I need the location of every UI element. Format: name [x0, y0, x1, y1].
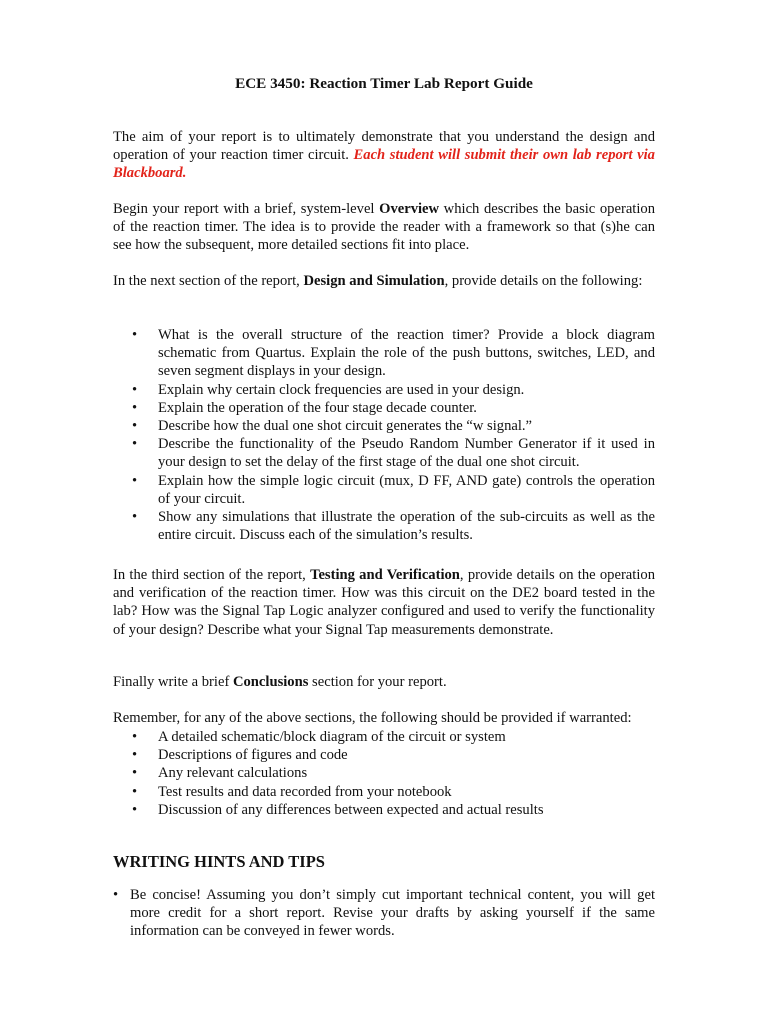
document-title: ECE 3450: Reaction Timer Lab Report Guide: [235, 75, 533, 92]
submission-notice: Each student will submit their own lab report via Blackboard.: [113, 147, 655, 182]
design-paragraph: [113, 272, 655, 290]
conclusions-keyword: Conclusions: [232, 674, 309, 690]
design-keyword: Design and Simulation: [303, 273, 445, 289]
list-item-text: Descriptions of figures and code: [158, 747, 348, 764]
bullet-icon: •: [132, 765, 138, 782]
list-item-text: Describe how the dual one shot circuit generates the “w signal.”: [158, 418, 533, 435]
bullet-icon: •: [132, 399, 138, 416]
list-item: [113, 764, 655, 782]
list-item-text: Test results and data recorded from your notebook: [158, 783, 452, 800]
list-item: [113, 399, 655, 417]
testing-keyword: Testing and Verification: [310, 567, 460, 583]
overview-keyword: Overview: [379, 201, 440, 217]
conclusions-text-before: Finally write a brief: [113, 674, 233, 690]
overview-text-before: Begin your report with a brief, system-level: [113, 201, 380, 217]
overview-paragraph: [113, 200, 655, 255]
bullet-icon: •: [132, 509, 138, 526]
list-item-text: Show any simulations that illustrate the operation of the sub-circuits as well as the entire circuit. Discuss each of the simulation’s results.: [158, 509, 655, 544]
bullet-icon: •: [132, 783, 138, 800]
testing-paragraph: [113, 566, 655, 639]
conclusions-text-after: section for your report.: [308, 674, 447, 690]
list-item: [113, 417, 655, 435]
design-text-after: , provide details on the following:: [444, 273, 643, 289]
bullet-icon: •: [113, 887, 119, 903]
list-item: [113, 326, 655, 381]
bullet-icon: •: [132, 729, 138, 745]
list-item: [113, 508, 655, 544]
bullet-icon: •: [132, 418, 138, 435]
overview-text-after: which describes the basic operation of the reaction timer. The idea is to provide the reader with a framework so that (s)he can see how the subsequent, more detailed sections fit into place.: [113, 201, 656, 254]
list-item-text: What is the overall structure of the reaction timer? Provide a block diagram schematic from Quartus. Explain the role of the push buttons, switches, LED, and seven segment displays in your design.: [158, 327, 655, 380]
list-item: [113, 801, 655, 819]
bullet-icon: •: [132, 472, 138, 489]
list-item-text: Be concise! Assuming you don’t simply cut important technical content, you will get more credit for a short report. Revise your drafts by asking yourself if the same information can be conveyed in fewer words.: [130, 887, 655, 940]
bullet-icon: •: [132, 801, 138, 818]
remember-bullet-list: [113, 728, 655, 819]
list-item: [113, 783, 655, 801]
list-item-text: Explain why certain clock frequencies are used in your design.: [158, 381, 525, 398]
bullet-icon: •: [132, 436, 138, 453]
list-item-text: Explain the operation of the four stage decade counter.: [158, 399, 477, 416]
list-item: [113, 886, 655, 941]
design-text-before: In the next section of the report,: [113, 273, 304, 289]
design-bullet-list: [113, 326, 655, 544]
list-item-text: Explain how the simple logic circuit (mux, D FF, AND gate) controls the operation of your circuit.: [158, 472, 655, 507]
list-item: [113, 472, 655, 508]
list-item-text: A detailed schematic/block diagram of the circuit or system: [158, 729, 506, 745]
list-item-text: Any relevant calculations: [158, 765, 308, 782]
remember-paragraph: Remember, for any of the above sections, the following should be provided if warranted:: [113, 710, 632, 726]
conclusions-paragraph: [113, 673, 655, 691]
list-item: [113, 435, 655, 471]
list-item-text: Discussion of any differences between expected and actual results: [158, 801, 544, 818]
list-item: [113, 728, 655, 746]
testing-text-after: , provide details on the operation and verification of the reaction timer. How was this circuit on the DE2 board tested in the lab? How was the Signal Tap Logic analyzer configured and used to verify the functionality of your design? Describe what your Signal Tap measurements demonstrate.: [113, 567, 655, 638]
intro-text: The aim of your report is to ultimately demonstrate that you understand the design and operation of your reaction timer circuit.: [113, 129, 655, 164]
bullet-icon: •: [132, 381, 138, 398]
list-item: [113, 746, 655, 764]
bullet-icon: •: [132, 327, 138, 343]
intro-paragraph: [113, 128, 655, 183]
list-item: [113, 381, 655, 399]
list-item-text: Describe the functionality of the Pseudo Random Number Generator if it used in your design to set the delay of the first stage of the dual one shot circuit.: [158, 436, 655, 471]
hints-heading: WRITING HINTS AND TIPS: [113, 852, 325, 871]
tips-list: [113, 886, 655, 941]
testing-text-before: In the third section of the report,: [113, 567, 311, 583]
bullet-icon: •: [132, 747, 138, 764]
